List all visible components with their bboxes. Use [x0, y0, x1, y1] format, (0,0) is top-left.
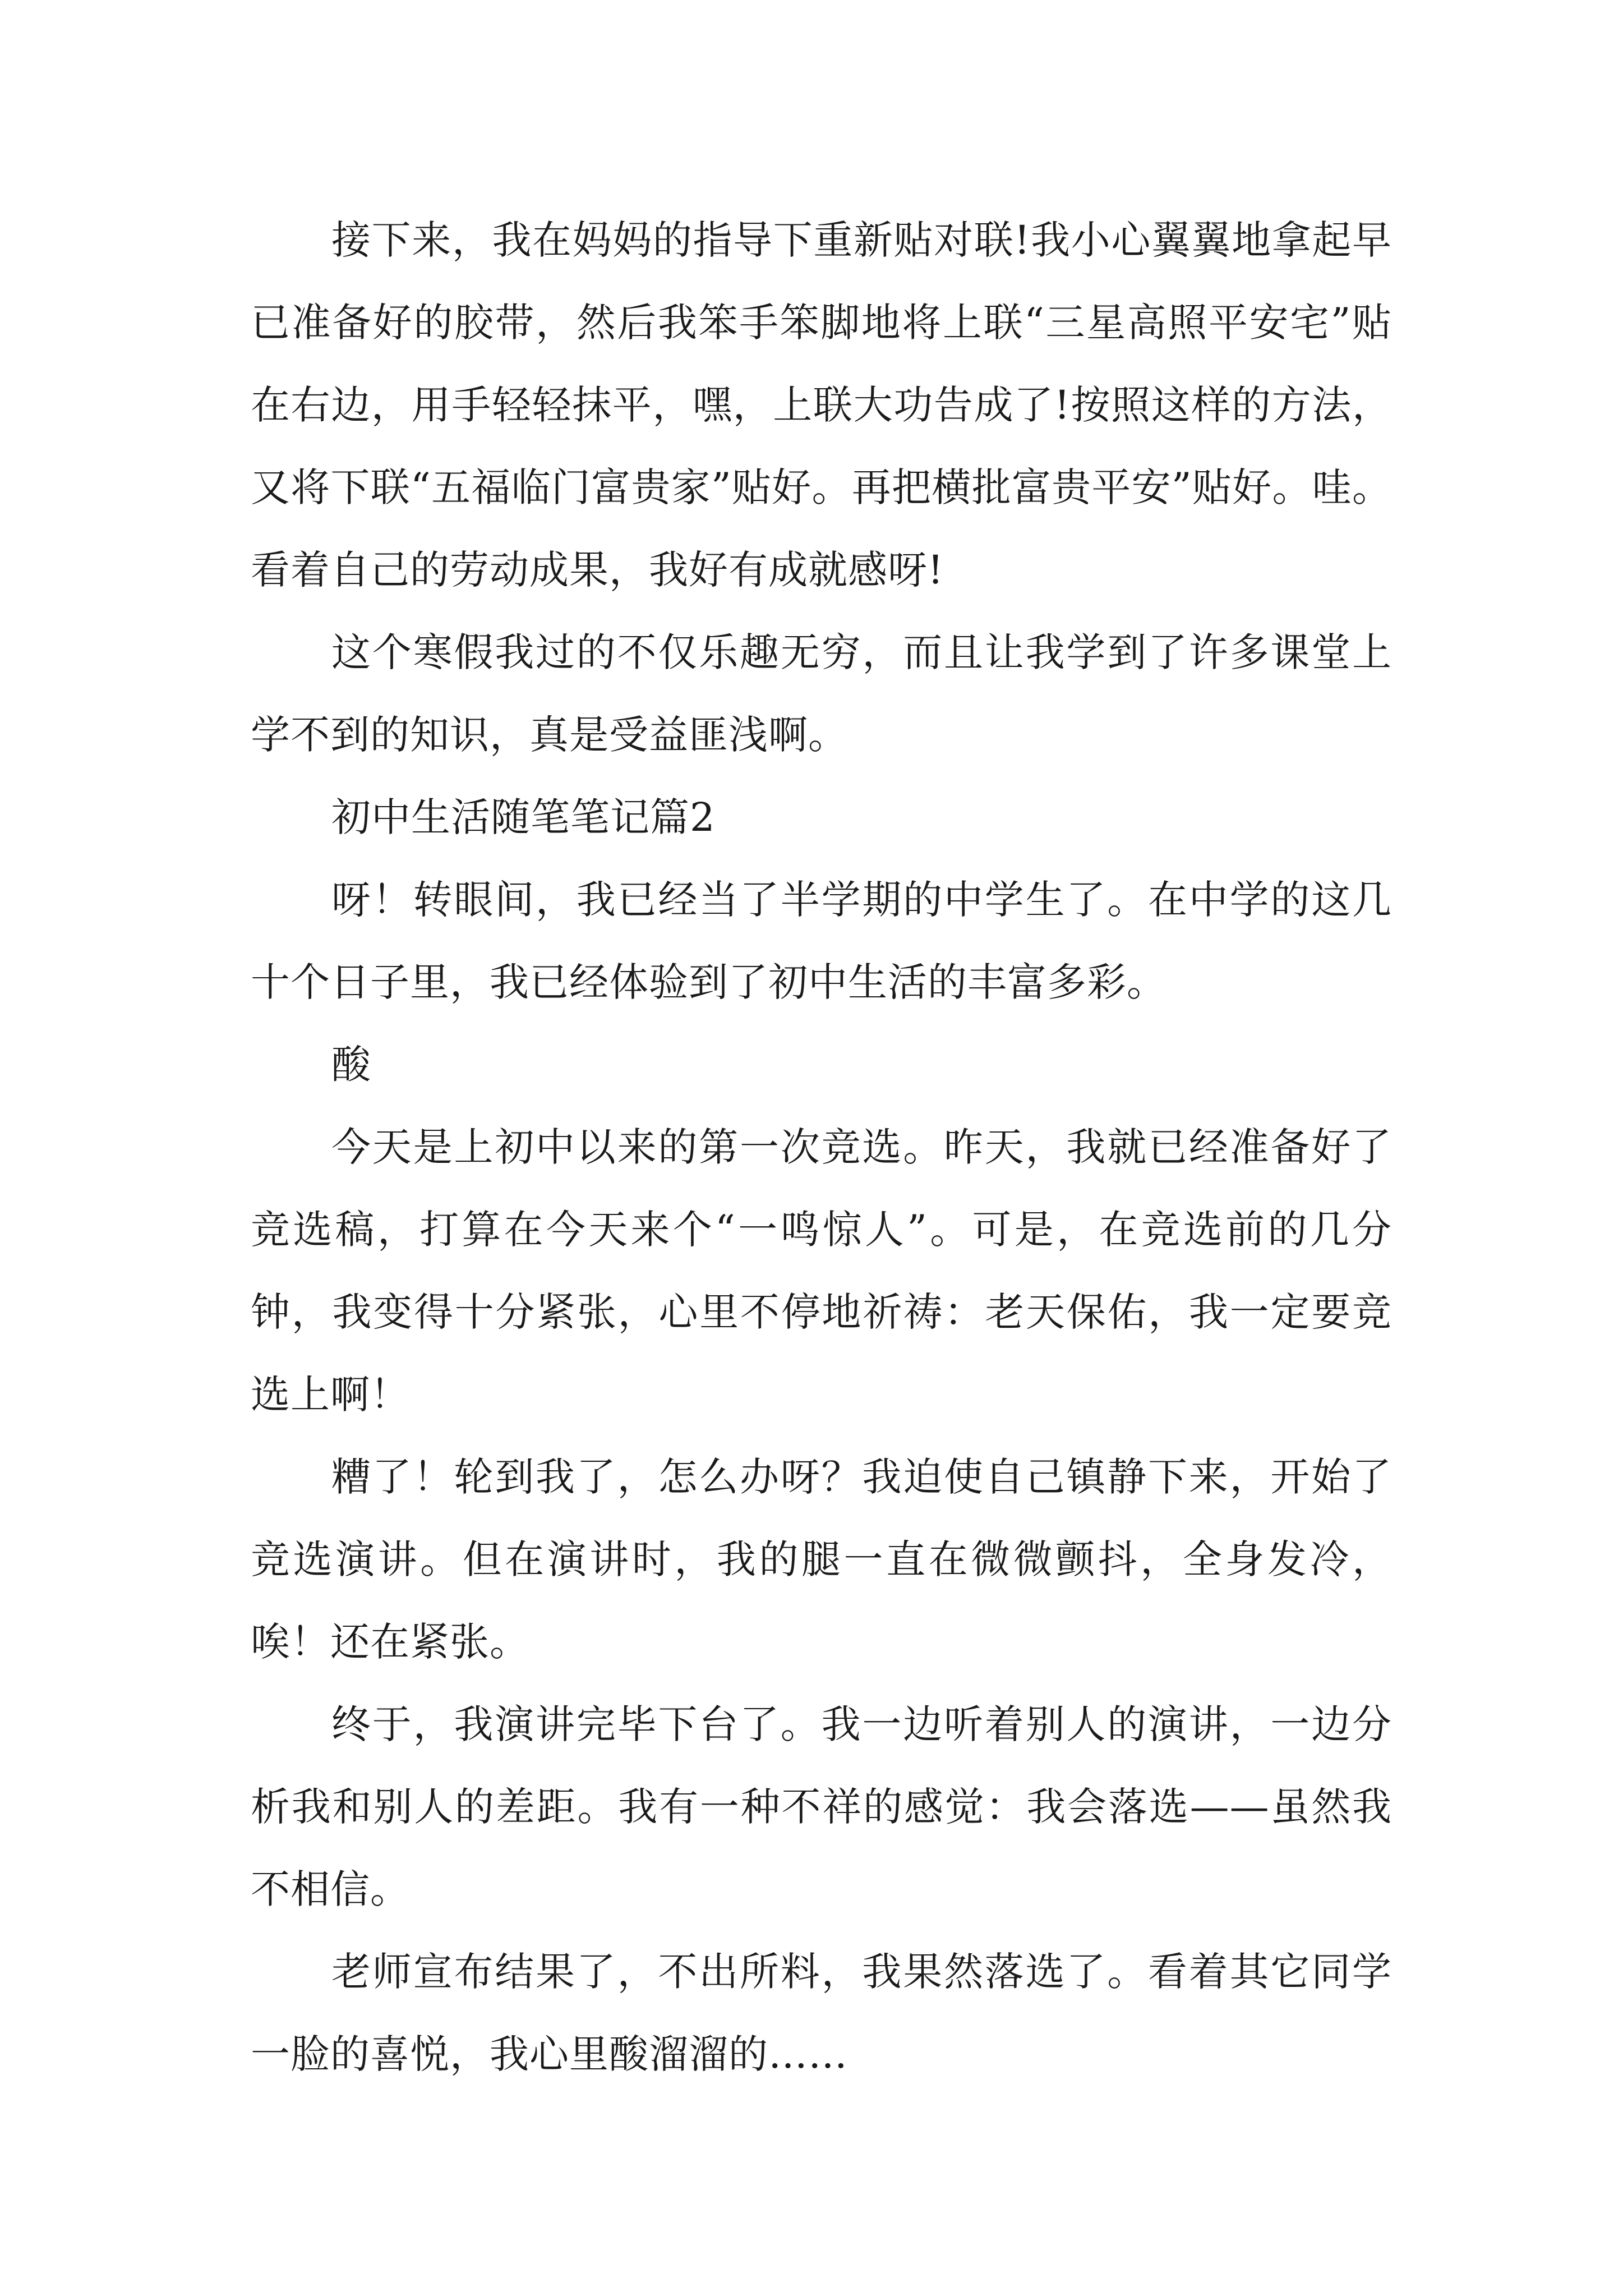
- paragraph: 今天是上初中以来的第一次竞选。昨天，我就已经准备好了竞选稿，打算在今天来个“一鸣惊人”。可是，在竞选前的几分钟，我变得十分紧张，心里不停地祈祷：老天保佑，我一定要竞选上啊！: [251, 1124, 1392, 1418]
- section-heading: 初中生活随笔笔记篇2: [331, 794, 716, 840]
- subheading: 酸: [331, 1042, 371, 1088]
- paragraph: 终于，我演讲完毕下台了。我一边听着别人的演讲，一边分析我和别人的差距。我有一种不祥的感觉：我会落选——虽然我不相信。: [251, 1701, 1392, 1912]
- paragraph: 糟了！轮到我了，怎么办呀？我迫使自己镇静下来，开始了竞选演讲。但在演讲时，我的腿一直在微微颤抖，全身发冷，唉！还在紧张。: [251, 1454, 1392, 1665]
- paragraph: 这个寒假我过的不仅乐趣无穷，而且让我学到了许多课堂上学不到的知识，真是受益匪浅啊。: [251, 629, 1392, 758]
- paragraph: 呀！转眼间，我已经当了半学期的中学生了。在中学的这几十个日子里，我已经体验到了初中生活的丰富多彩。: [251, 877, 1392, 1005]
- document-body: [251, 199, 1392, 2096]
- paragraph: 接下来，我在妈妈的指导下重新贴对联!我小心翼翼地拿起早已准备好的胶带，然后我笨手笨脚地将上联“三星高照平安宅”贴在右边，用手轻轻抹平，嘿，上联大功告成了!按照这样的方法，又将下联“五福临门富贵家”贴好。再把横批富贵平安”贴好。哇。看着自己的劳动成果，我好有成就感呀!: [251, 217, 1392, 593]
- paragraph: 老师宣布结果了，不出所料，我果然落选了。看着其它同学一脸的喜悦，我心里酸溜溜的……: [251, 1949, 1392, 2077]
